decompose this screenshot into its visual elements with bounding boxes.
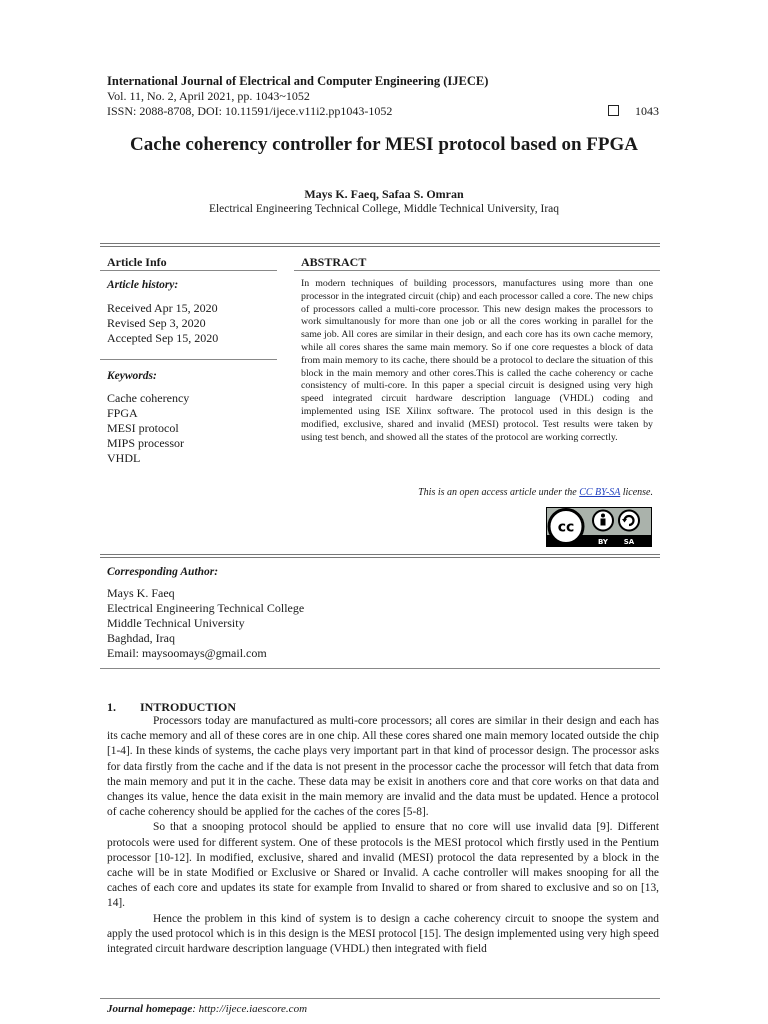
cc-by-sa-badge-icon[interactable] [546,507,652,552]
cc-sa-label: SA [623,538,635,546]
section-number: 1. [107,700,116,714]
journal-homepage [107,1003,307,1015]
abstract-paragraph: In modern techniques of building processors, manufactures using more than one processor in the integrated circuit (chip) and each processor called a core. The new chips of processors called a multi-core processor. This new design makes the processors to work simultanously for more than one job or all the cores working in parallel for the same job. All cores are similar in their design, and each core has its own cache memory, while all cores shares the same main memory. So if one core requestes a block of data from main memory to its cache, there should be a protocol to declare the situation of this block in the main memory and other cores.This is called the cache coherency or cache consistency of multi-core. In this paper a special circuit is designed using very high speed integrated circuit hardware description language (VHDL) coding and implemented using ISE Xilinx software. The protocol used in this design is the modified, exclusive, shared and invalid (MESI) protocol. Test results were taken by using test bench, and showed all the states of the protocol are working correctly. [301,278,653,443]
homepage-url[interactable]: : http://ijece.iaescore.com [192,1003,308,1015]
section-title: INTRODUCTION [140,700,237,714]
cc-by-sa-link[interactable]: CC BY-SA [579,487,621,498]
abstract-text [301,278,653,444]
volume-info: Vol. 11, No. 2, April 2021, pp. 1043~1052 [107,89,310,103]
corresponding-college: Electrical Engineering Technical College [107,601,305,615]
article-info-rule [100,270,277,271]
bottom-rule [100,668,660,669]
paper-title: Cache coherency controller for MESI protocol based on FPGA [129,134,639,155]
issn-doi: ISSN: 2088-8708, DOI: 10.11591/ijece.v11i2.pp1043-1052 [107,104,393,118]
keyword-item: VHDL [107,451,141,465]
corresponding-name: Mays K. Faeq [107,586,175,600]
keyword-item: MESI protocol [107,421,179,435]
body-paragraph: So that a snooping protocol should be applied to ensure that no core will use invalid data [9]. Different protocols were used for different system. One of these protocols is the MESI protocol which firstly used in the Pentium processor [10-12]. In modified, exclusive, shared and invalid (MESI) protocol the data represented by a block in the cache will be in state Modified or Exclusive or Shared or Invalid. A cache controller will makes snooping for all the caches of each core and updates its state for example from Invalid to shared or from shared to exclusive and so on [13, 14]. [107,821,659,910]
affiliation: Electrical Engineering Technical College, Middle Technical University, Iraq [208,203,560,215]
page-number: 1043 [635,104,659,118]
history-revised: Revised Sep 3, 2020 [107,316,206,330]
top-rule [100,243,660,247]
abstract-heading: ABSTRACT [301,255,367,269]
license-note [301,487,653,498]
keyword-item: FPGA [107,406,138,420]
corresponding-details [107,586,304,661]
footer-rule [100,998,660,999]
article-info-heading: Article Info [107,255,167,269]
corresponding-heading: Corresponding Author: [107,566,219,578]
license-prefix: This is an open access article under the [418,487,580,498]
license-suffix: license. [620,487,653,498]
keyword-item: Cache coherency [107,391,190,405]
keyword-item: MIPS processor [107,436,184,450]
keywords-heading: Keywords: [107,370,157,382]
history-heading: Article history: [107,279,179,291]
cc-by-label: BY [597,538,609,546]
journal-name: International Journal of Electrical and Computer Engineering (IJECE) [107,74,489,88]
body-paragraph: Hence the problem in this kind of system is to design a cache coherency circuit to snoope the system and apply the used protocol which is in this design is the MESI protocol [15]. The design implemented using very high speed integrated circuit hardware description language (VHDL) then integrated with field [107,912,659,956]
body-paragraph: Processors today are manufactured as multi-core processors; all cores are similar in their design and each has its cache memory and all of these cores are in one chip. All these cores shared one main memory located outside the chip [1-4]. In these kinds of systems, the cache plays very important part in that kind of processor design. The processor asks for data firstly from the cache and if the data is not present in the processor cache the processor will fetch that data from the main memory and put it in the cache. These data may be exisit in anothers core and that core works on that data and changes its value, hence the data exisit in the main memory are invalid and the data must be updated. Hence a protocol of cache coherency should be applied for the caches of the cores [5-8]. [107,715,659,819]
history-received: Received Apr 15, 2020 [107,301,218,315]
history-list [107,301,218,346]
homepage-label: Journal homepage [107,1003,193,1015]
corresponding-rule [100,554,660,558]
corresponding-university: Middle Technical University [107,616,245,630]
square-icon [608,105,619,116]
corresponding-city: Baghdad, Iraq [107,631,175,645]
abstract-rule [294,270,660,271]
keywords-list [107,391,189,466]
introduction-heading [107,700,236,715]
history-accepted: Accepted Sep 15, 2020 [107,331,219,345]
svg-text:cc: cc [557,519,575,536]
corresponding-email: Email: maysoomays@gmail.com [107,646,267,660]
introduction-body [107,714,659,957]
history-rule [100,359,277,360]
authors: Mays K. Faeq, Safaa S. Omran [304,187,464,201]
